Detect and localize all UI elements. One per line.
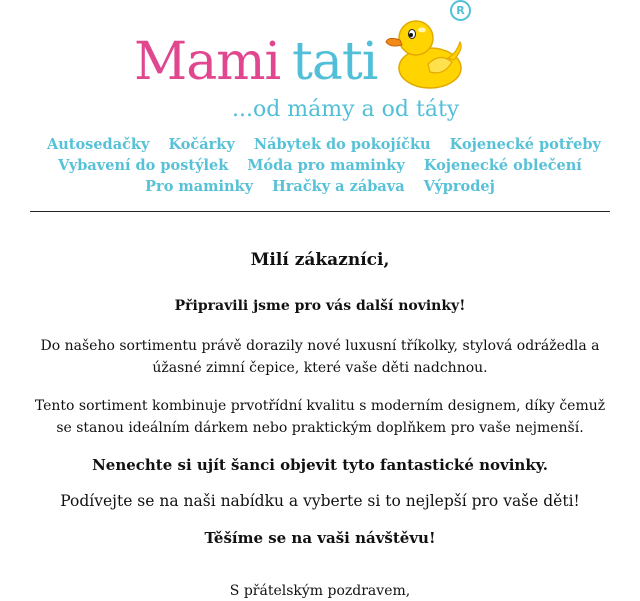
closing-paragraph: Těšíme se na vaši návštěvu! — [204, 529, 436, 547]
logo-tagline: ...od mámy a od táty — [232, 97, 460, 122]
signoff-text: S přátelským pozdravem, — [229, 583, 411, 599]
category-nav — [40, 134, 600, 197]
nav-row — [40, 155, 600, 176]
registered-mark-icon: R — [450, 0, 471, 21]
nav-link-hracky-a-zabava[interactable]: Hračky a zábava — [272, 178, 405, 195]
brand-logo[interactable] — [0, 0, 640, 130]
duck-logo-icon — [382, 12, 464, 92]
logo-text-mami: Mami — [134, 32, 281, 92]
quality-paragraph: Tento sortiment kombinuje prvotřídní kvalitu s moderním designem, díky čemuž se stanou ideálním dárkem nebo praktickým doplňkem pro vaše nejmenší. — [34, 398, 606, 436]
nav-link-kojenecke-potreby[interactable]: Kojenecké potřeby — [449, 136, 601, 153]
intro-paragraph: Připravili jsme pro vás další novinky! — [174, 298, 466, 314]
nav-link-kojenecke-obleceni[interactable]: Kojenecké oblečení — [423, 157, 582, 174]
nav-link-kocarky[interactable]: Kočárky — [168, 136, 235, 153]
newsletter-body — [20, 248, 620, 601]
nav-link-pro-maminky[interactable]: Pro maminky — [145, 178, 254, 195]
nav-link-moda-pro-maminky[interactable]: Móda pro maminky — [247, 157, 405, 174]
cta-paragraph: Podívejte se na naši nabídku a vyberte si to nejlepší pro vaše děti! — [60, 492, 580, 510]
highlight-paragraph: Nenechte si ujít šanci objevit tyto fantastické novinky. — [92, 456, 548, 474]
nav-row — [40, 176, 600, 197]
nav-link-autosedacky[interactable]: Autosedačky — [47, 136, 150, 153]
nav-link-vybaveni-do-postylek[interactable]: Vybavení do postýlek — [58, 157, 229, 174]
nav-link-nabytek-do-pokojicku[interactable]: Nábytek do pokojíčku — [253, 136, 431, 153]
products-paragraph: Do našeho sortimentu právě dorazily nové luxusní tříkolky, stylová odrážedla a úžasné zimní čepice, které vaše děti nadchnou. — [40, 338, 600, 376]
nav-link-vyprodej[interactable]: Výprodej — [423, 178, 495, 195]
nav-row — [40, 134, 600, 155]
logo-text-tati: tati — [292, 32, 378, 92]
header-divider — [30, 211, 610, 212]
greeting-heading: Milí zákazníci, — [250, 250, 390, 270]
